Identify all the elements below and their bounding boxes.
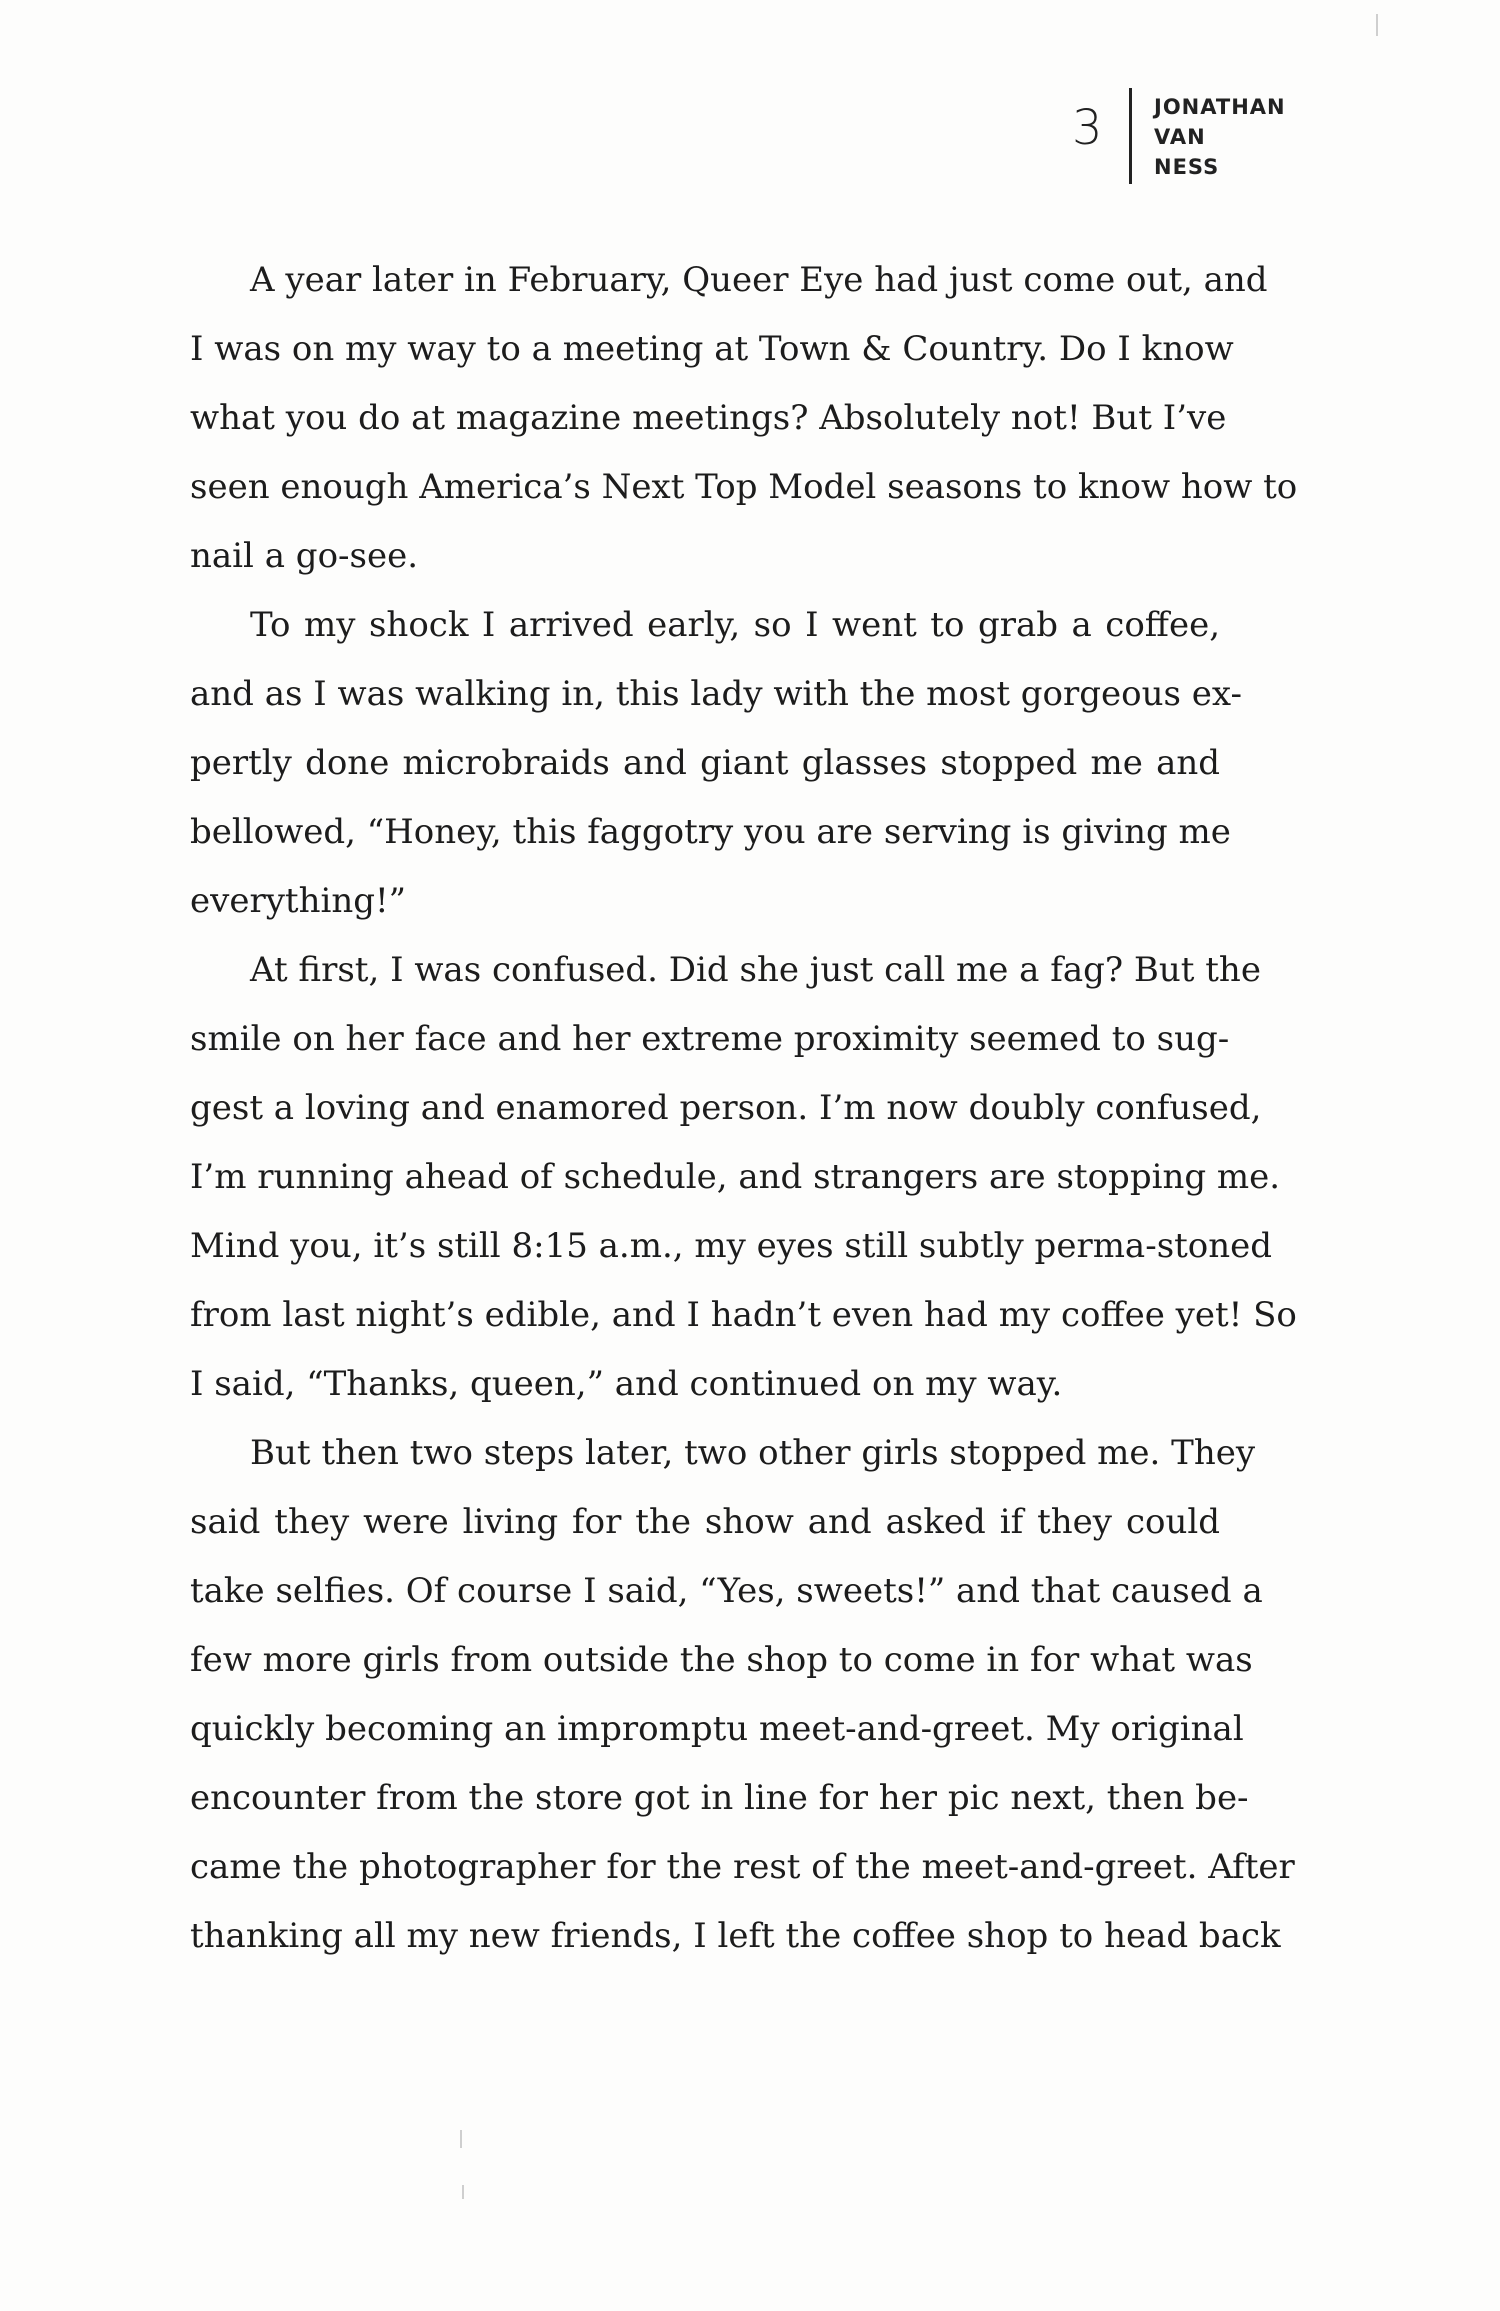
author-line: NESS — [1154, 155, 1220, 179]
text-line: To my shock I arrived early, so I went to grab a coffee, — [250, 605, 1220, 645]
text-line: bellowed, “Honey, this faggotry you are serving is giving me — [190, 812, 1231, 852]
scan-artifact — [460, 2130, 462, 2148]
text-line: from last night’s edible, and I hadn’t even had my coffee yet! So — [190, 1295, 1297, 1335]
text-line: I’m running ahead of schedule, and strangers are stopping me. — [190, 1157, 1281, 1197]
running-header — [1060, 88, 1320, 188]
text-line: nail a go-see. — [190, 536, 419, 576]
text-line: said they were living for the show and asked if they could — [190, 1502, 1220, 1542]
text-line: But then two steps later, two other girls stopped me. They — [250, 1433, 1256, 1473]
body-text — [190, 246, 1298, 1971]
text-line: came the photographer for the rest of the meet-and-greet. After — [190, 1847, 1295, 1887]
text-line: At first, I was confused. Did she just call me a fag? But the — [250, 950, 1261, 990]
text-line: and as I was walking in, this lady with the most gorgeous ex- — [190, 674, 1242, 714]
text-line: take selfies. Of course I said, “Yes, sweets!” and that caused a — [190, 1571, 1263, 1611]
author-line: VAN — [1154, 125, 1206, 149]
author-line: JONATHAN — [1154, 95, 1286, 119]
text-line: quickly becoming an impromptu meet-and-greet. My original — [190, 1709, 1244, 1749]
text-line: I said, “Thanks, queen,” and continued on my way. — [190, 1364, 1063, 1404]
text-line: everything!” — [190, 881, 407, 921]
header-divider — [1129, 88, 1132, 184]
scan-artifact — [1376, 14, 1378, 36]
text-line: smile on her face and her extreme proximity seemed to sug- — [190, 1019, 1230, 1059]
author-name — [1154, 92, 1286, 182]
text-line: thanking all my new friends, I left the coffee shop to head back — [190, 1916, 1281, 1956]
text-line: A year later in February, Queer Eye had just come out, and — [250, 260, 1268, 300]
scan-artifact — [462, 2185, 464, 2199]
text-line: few more girls from outside the shop to come in for what was — [190, 1640, 1253, 1680]
page-number: 3 — [1072, 100, 1103, 156]
text-line: gest a loving and enamored person. I’m now doubly confused, — [190, 1088, 1262, 1128]
text-line: encounter from the store got in line for her pic next, then be- — [190, 1778, 1249, 1818]
text-line: I was on my way to a meeting at Town & Country. Do I know — [190, 329, 1234, 369]
text-line: seen enough America’s Next Top Model seasons to know how to — [190, 467, 1298, 507]
text-line: Mind you, it’s still 8:15 a.m., my eyes still subtly perma-stoned — [190, 1226, 1273, 1266]
text-line: what you do at magazine meetings? Absolutely not! But I’ve — [190, 398, 1227, 438]
text-line: pertly done microbraids and giant glasses stopped me and — [190, 743, 1220, 783]
